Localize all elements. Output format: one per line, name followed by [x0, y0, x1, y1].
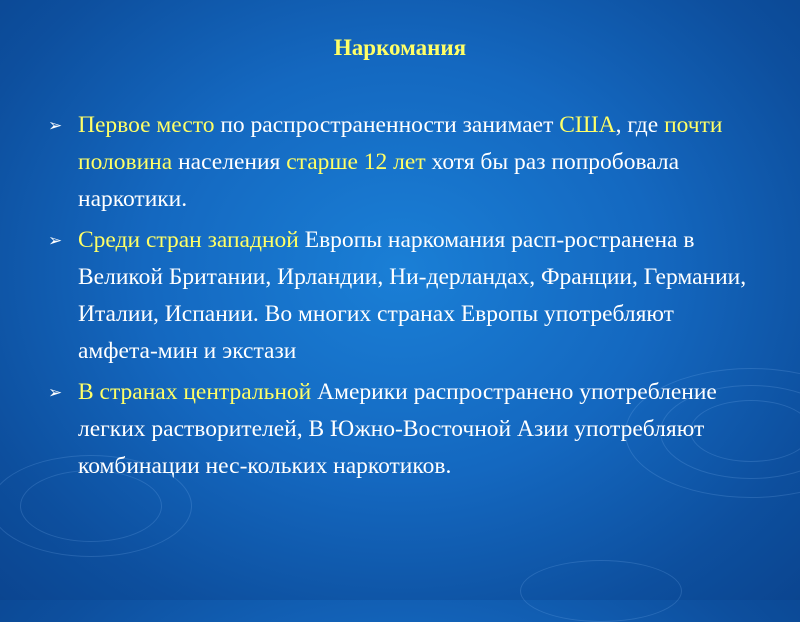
bullet-text [78, 112, 722, 212]
bullet-item [46, 222, 756, 370]
arrow-bullet-icon: ➢ [48, 231, 63, 250]
arrow-bullet-icon: ➢ [48, 383, 63, 402]
body-text: Америки распространено употребление легких растворителей, В Южно-Восточной Азии употребляют комбинации нес-кольких наркотиков. [78, 379, 717, 479]
highlight-text: почти половина [78, 112, 723, 175]
highlight-text: старше 12 лет [286, 149, 426, 175]
bullet-list [46, 107, 756, 489]
body-text: Европы наркомания расп-ространена в Великой Британии, Ирландии, Ни-дерландах, Франции, Германии, Италии, Испании. Во многих странах Европы употребляют амфета-мин и экстази [78, 227, 747, 364]
body-text: по распространенности занимает [214, 112, 560, 138]
arrow-bullet-icon: ➢ [48, 116, 63, 135]
bullet-item [46, 107, 756, 218]
highlight-text: Среди стран западной [78, 227, 299, 253]
slide-title: Наркомания [333, 35, 467, 60]
body-text: , где [615, 112, 665, 138]
highlight-text: США [559, 112, 616, 138]
highlight-text: Первое место [78, 112, 215, 138]
body-text: населения [172, 149, 287, 175]
bullet-item [46, 374, 756, 485]
bullet-text [78, 379, 717, 479]
highlight-text: В странах центральной [78, 379, 312, 405]
body-text: хотя бы раз попробовала наркотики. [78, 149, 680, 212]
background-ripple [520, 560, 682, 622]
bullet-text [78, 227, 746, 364]
